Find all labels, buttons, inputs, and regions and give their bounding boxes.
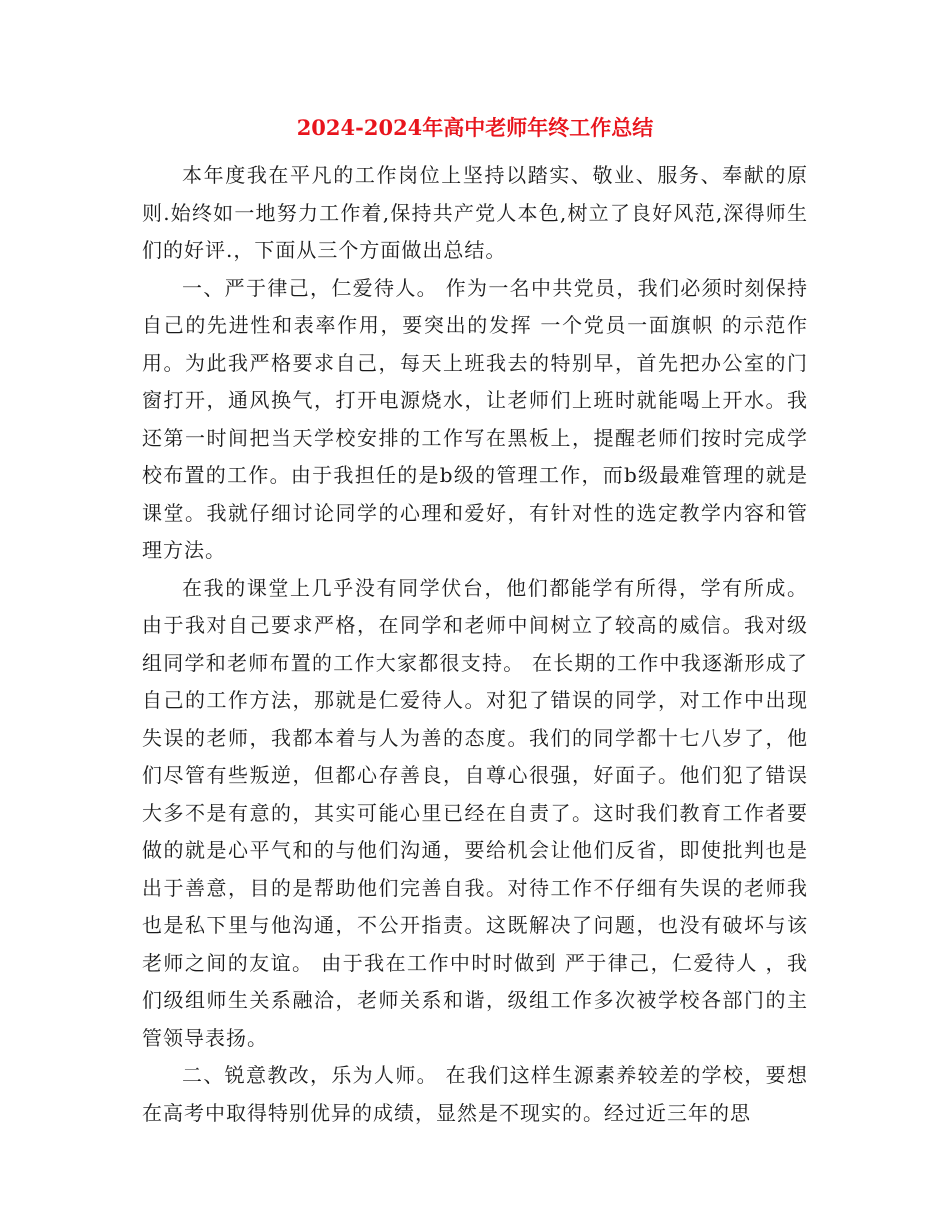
- paragraph-section-one-continued: 在我的课堂上几乎没有同学伏台，他们都能学有所得，学有所成。由于我对自己要求严格，在同学和老师中间树立了较高的威信。我对级组同学和老师布置的工作大家都很支持。 在长期的工作中我逐渐形成了自己的工作方法，那就是仁爱待人。对犯了错误的同学，对工作中出现失误的老师，我都本着与人为善的态度。我们的同学都十七八岁了，他们尽管有些叛逆，但都心存善良，自尊心很强，好面子。他们犯了错误大多不是有意的，其实可能心里已经在自责了。这时我们教育工作者要做的就是心平气和的与他们沟通，要给机会让他们反省，即使批判也是出于善意，目的是帮助他们完善自我。对待工作不仔细有失误的老师我也是私下里与他沟通，不公开指责。这既解决了问题，也没有破坏与该老师之间的友谊。 由于我在工作中时时做到 严于律己，仁爱待人 ，我们级组师生关系融洽，老师关系和谐，级组工作多次被学校各部门的主管领导表扬。: [142, 575, 808, 1050]
- document-title: 2024-2024年高中老师年终工作总结: [296, 115, 654, 140]
- paragraph-section-two: 二、锐意教改，乐为人师。 在我们这样生源素养较差的学校，要想在高考中取得特别优异的成绩，显然是不现实的。经过近三年的思: [142, 1063, 808, 1125]
- paragraph-section-one: 一、严于律己，仁爱待人。 作为一名中共党员，我们必须时刻保持自己的先进性和表率作用，要突出的发挥 一个党员一面旗帜 的示范作用。为此我严格要求自己，每天上班我去的特别早，首先把办公室的门窗打开，通风换气，打开电源烧水，让老师们上班时就能喝上开水。我还第一时间把当天学校安排的工作写在黑板上，提醒老师们按时完成学校布置的工作。由于我担任的是b级的管理工作，而b级最难管理的就是课堂。我就仔细讨论同学的心理和爱好，有针对性的选定教学内容和管理方法。: [142, 275, 808, 562]
- paragraph-intro: 本年度我在平凡的工作岗位上坚持以踏实、敬业、服务、奉献的原则.始终如一地努力工作着,保持共产党人本色,树立了良好风范,深得师生们的好评.，下面从三个方面做出总结。: [142, 163, 808, 262]
- document-body: [142, 157, 808, 1132]
